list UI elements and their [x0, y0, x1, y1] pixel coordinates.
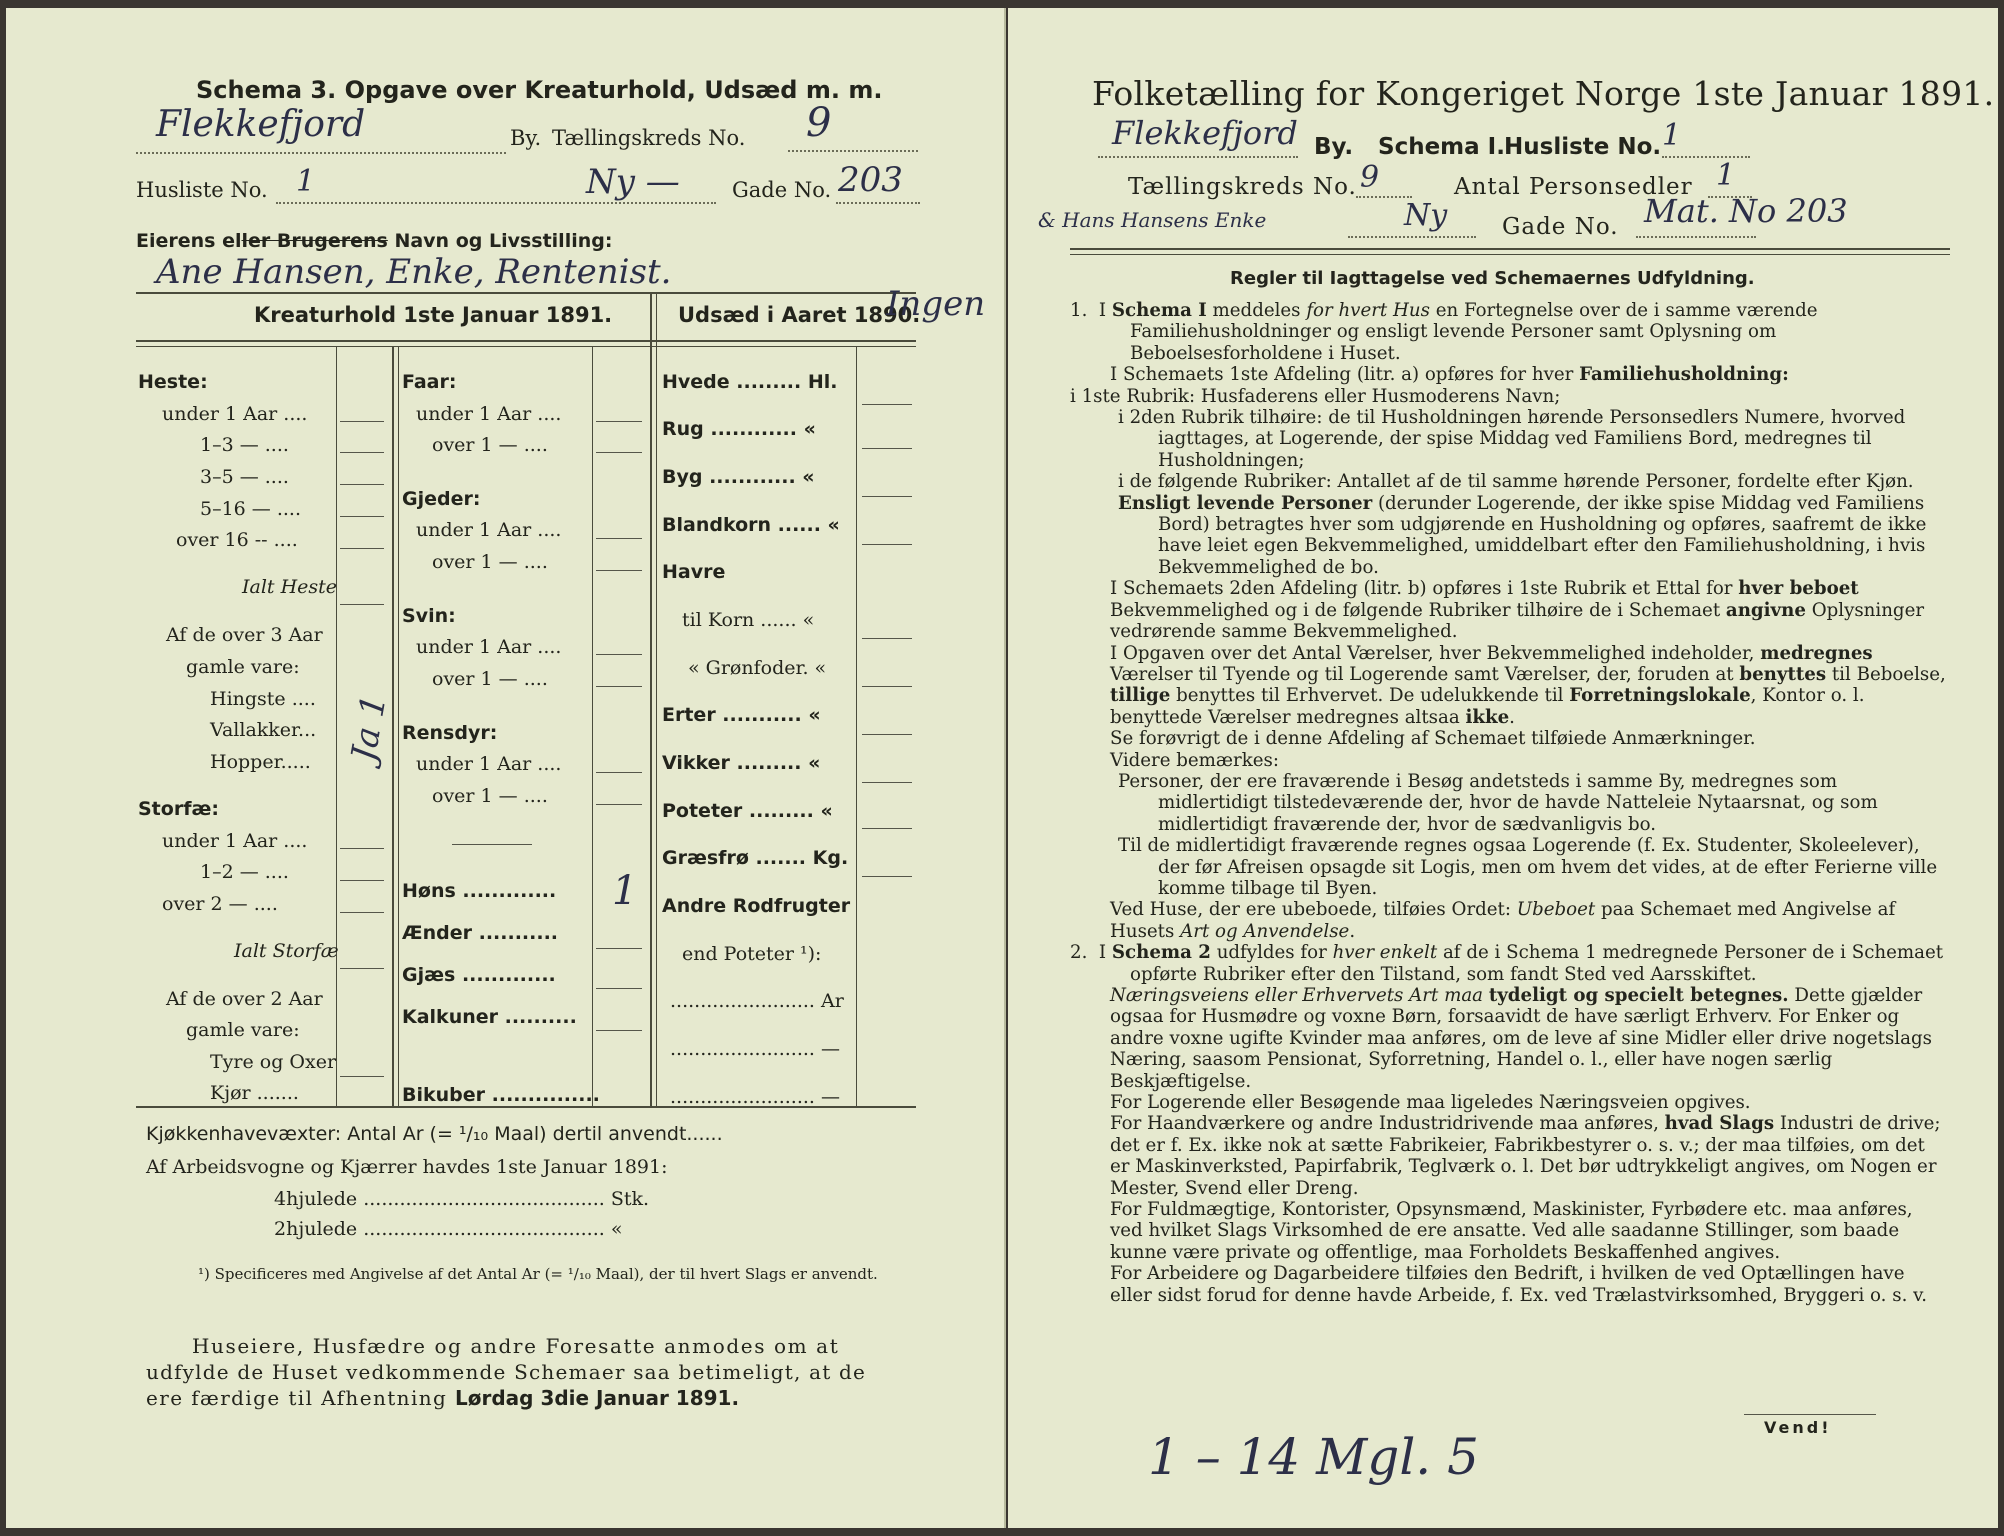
value-line [340, 484, 384, 485]
value-line [596, 570, 642, 571]
table-header-rule [136, 340, 916, 342]
value-line [596, 988, 642, 989]
col2-row: Faar: [402, 371, 457, 393]
col-divider-1 [392, 346, 394, 1106]
col1-row: Hingste .... [210, 688, 316, 710]
col2-row: under 1 Aar .... [416, 753, 562, 775]
bottom-handwriting: 1 – 14 Mgl. 5 [1148, 1428, 1479, 1486]
tohjul-line: 2hjulede ........................................ « [274, 1218, 623, 1240]
udsaed-heading: Udsæd i Aaret 1890. [678, 303, 921, 327]
col2-row: Bikuber ............... [402, 1084, 600, 1106]
schema-label: Schema I. [1378, 134, 1505, 160]
col-divider-3 [650, 294, 652, 1106]
col2-row: over 1 — .... [432, 434, 548, 456]
kreds-label: Tællingskreds No. [552, 126, 746, 150]
city-handwriting: Flekkefjord [156, 104, 366, 145]
rule-thin [1070, 254, 1950, 255]
col1-row: Hopper..... [210, 751, 311, 773]
col2-row: Rensdyr: [402, 722, 498, 744]
value-line [596, 452, 642, 453]
owner-handwriting: Ane Hansen, Enke, Rentenist. [156, 252, 672, 292]
kreatur-heading: Kreaturhold 1ste Januar 1891. [254, 303, 613, 327]
vend-rule [1744, 1414, 1876, 1415]
col1-row: 3–5 — .... [200, 466, 289, 488]
kreds-handwriting: 9 [806, 100, 832, 146]
vend-label: Vend! [1764, 1418, 1832, 1437]
col1-row: over 16 -- .... [176, 529, 298, 551]
value-line [862, 448, 912, 449]
owner-label-struck: ler Brugerens [241, 230, 388, 252]
value-line [340, 1076, 384, 1077]
col1-row: Heste: [138, 371, 208, 393]
right-title: Folketælling for Kongeriget Norge 1ste Januar 1891. [1092, 74, 1995, 113]
kreds-label: Tællingskreds No. [1128, 174, 1357, 200]
value-col-3 [856, 346, 857, 1106]
value-line [862, 404, 912, 405]
firehjul-line: 4hjulede ........................................ Stk. [274, 1188, 650, 1210]
rensdyr-separator [452, 844, 532, 845]
street-handwriting: Ny [1404, 198, 1448, 233]
col3-row: end Poteter ¹): [682, 943, 822, 965]
col1-row: 1–2 — .... [200, 861, 289, 883]
husliste-handwriting: 1 [296, 164, 316, 199]
value-line [862, 496, 912, 497]
col3-row: Andre Rodfrugter [662, 895, 851, 917]
owner-label-a: Eierens el [136, 230, 242, 252]
value-line [596, 421, 642, 422]
by-label: By. [1314, 134, 1354, 160]
col2-row: Ænder ........... [402, 922, 559, 944]
col1-row: Ialt Storfæ [234, 940, 339, 962]
value-line [596, 772, 642, 773]
value-line [862, 686, 912, 687]
value-line [862, 734, 912, 735]
right-page [1008, 8, 1998, 1528]
value-line [862, 828, 912, 829]
table-top-rule [136, 292, 916, 294]
value-col-1 [336, 346, 337, 1106]
value-line [340, 880, 384, 881]
value-line [862, 782, 912, 783]
value-line [340, 912, 384, 913]
col2-row: Svin: [402, 605, 456, 627]
table-header-rule-2 [136, 346, 916, 347]
by-label: By. [510, 126, 542, 150]
value-line [862, 876, 912, 877]
value-line [596, 654, 642, 655]
husliste-handwriting: 1 [1662, 118, 1682, 153]
col3-row: Vikker ......... « [662, 752, 821, 774]
kreds-handwriting: 9 [1360, 160, 1380, 195]
col3-row: Havre [662, 561, 726, 583]
left-title: Schema 3. Opgave over Kreaturhold, Udsæd m. m. [196, 76, 883, 104]
col3-row: ........................ — [670, 1038, 840, 1060]
hons-handwriting: 1 [612, 868, 638, 914]
col1-row: Af de over 3 Aar [166, 624, 323, 646]
col3-row: Erter ........... « [662, 704, 821, 726]
kjokken-line [146, 1123, 723, 1145]
rules-text: 1. I Schema I meddeles for hvert Hus en Fortegnelse over de i samme værende Familiehusholdninger og ensligt levende Personer samt Oplysning om Beboelsesforholdene i Huset. I Schemaets 1ste Afdeling (litr. a) opføres for hver Familiehusholdning: i 1ste Rubrik: Husfaderens eller Husmoderens Navn; i 2den Rubrik tilhøire: de til Husholdningen hørende Personsedlers Numere, hvorved iagttages, at Logerende, der spise Middag ved Familiens Bord, medregnes til Husholdningen; i de følgende Rubriker: Antallet af de til samme hørende Personer, fordelte efter Kjøn. Ensligt levende Personer (derunder Logerende, der ikke spise Middag ved Familiens Bord) betragtes hver som udgjørende en Husholdning og opføres, saafremt de ikke have leiet egen Bekvemmelighed, umiddelbart efter den Familiehusholdning, i hvis Bekvemmelighed de bo. I Schemaets 2den Afdeling (litr. b) opføres i 1ste Rubrik et Ettal for hver beboet Bekvemmelighed og i de følgende Rubriker tilhøire de i Schemaet angivne Oplysninger vedrørende samme Bekvemmelighed. I Opgaven over det Antal Værelser, hver Bekvemmelighed indeholder, medregnes Værelser til Tyende og til Logerende samt Værelser, der, foruden at benyttes til Beboelse, tillige benyttes til Erhvervet. De udelukkende til Forretningslokale, Kontor o. l. benyttede Værelser medregnes altsaa ikke. Se forøvrigt de i denne Afdeling af Schemaet tilføiede Anmærkninger. Videre bemærkes: Personer, der ere fraværende i Besøg andetsteds i samme By, medregnes som midlertidigt tilstedeværende der, hvor de havde Natteleie Nytaarsnat, og som midlertidigt fraværende der, hvor de sædvanligvis bo. Til de midlertidigt fraværende regnes ogsaa Logerende (f. Ex. Studenter, Skoleelever), der før Afreisen opsagde sit Logis, men om hvem det vides, at de efter Ferierne ville komme tilbage til Byen. Ved Huse, der ere ubeboede, tilføies Ordet: Ubeboet paa Schemaet med Angivelse af Husets Art og Anvendelse. 2. I Schema 2 udfyldes for hver enkelt af de i Schema 1 medregnede Personer de i Schemaet opførte Rubriker efter den Tilstand, som fandt Sted ved Aarsskiftet. Næringsveiens eller Erhvervets Art maa tydeligt og specielt betegnes. Dette gjælder ogsaa for Husmødre og voxne Børn, forsaavidt de have særligt Erhverv. For Enker og andre voxne ugifte Kvinder maa anføres, om de leve af sine Midler eller drive nogetslags Næring, saasom Pensionat, Syforretning, Handel o. l., eller have nogen særlig Beskjæftigelse. For Logerende eller Besøgende maa ligeledes Næringsveien opgives. For Haandværkere og andre Industridrivende maa anføres, hvad Slags Industri de drive; det er f. Ex. ikke nok at sætte Fabrikeier, Fabrikbestyrer o. s. v.; der maa tilføies, om det er Maskinverksted, Papirfabrik, Teglværk o. l. Det bør udtrykkeligt angives, om Nogen er Mester, Svend eller Dreng. For Fuldmægtige, Kontorister, Opsynsmænd, Maskinister, Fyrbødere etc. maa anføres, ved hvilket Slags Virksomhed de ere ansatte. Ved alle saadanne Stillinger, som baade kunne være private og offentlige, maa Forholdets Beskaffenhed angives. For Arbeidere og Dagarbeidere tilføies den Bedrift, i hvilken de ved Optællingen have eller sidst forud for denne havde Arbeide, f. Ex. ved Trælastvirksomhed, Bryggeri o. s. v. [1070, 300, 1946, 1306]
city-handwriting: Flekkefjord [1112, 114, 1298, 152]
gade-handwriting: 203 [838, 160, 903, 200]
col1-row: Tyre og Oxer [210, 1051, 337, 1073]
hopper-handwriting: Ja 1 [343, 691, 395, 765]
husliste-label: Husliste No. [1504, 134, 1662, 160]
col1-row: Storfæ: [138, 798, 219, 820]
col2-row: under 1 Aar .... [416, 636, 562, 658]
col2-row: Kalkuner .......... [402, 1006, 577, 1028]
closing-bold: Lørdag 3die Januar 1891. [455, 1386, 740, 1410]
col3-row: Rug ............ « [662, 418, 816, 440]
col1-row: 1–3 — .... [200, 434, 289, 456]
value-line [340, 604, 384, 605]
col1-row: under 1 Aar .... [162, 403, 308, 425]
col2-row: under 1 Aar .... [416, 519, 562, 541]
husliste-label: Husliste No. [136, 178, 268, 202]
owner-label-b: Navn og Livsstilling: [387, 230, 613, 252]
value-line [862, 638, 912, 639]
value-line [596, 1030, 642, 1031]
col2-row: Gjeder: [402, 488, 481, 510]
col3-row: Græsfrø ....... Kg. [662, 847, 849, 869]
udsaed-handwriting: Ingen [886, 284, 986, 324]
col3-row: til Korn ...... « [682, 609, 815, 631]
gade-handwriting: Mat. No 203 [1644, 192, 1848, 230]
value-line [340, 516, 384, 517]
col2-row: under 1 Aar .... [416, 403, 562, 425]
col-divider-4 [656, 294, 657, 1106]
col1-row: Kjør ....... [210, 1082, 299, 1104]
value-line [340, 848, 384, 849]
col2-row: Høns ............. [402, 880, 557, 902]
col2-row: over 1 — .... [432, 668, 548, 690]
col1-row: gamle vare: [186, 1019, 300, 1041]
col1-row: 5–16 — .... [200, 498, 302, 520]
value-line [596, 948, 642, 949]
col3-row: ........................ — [670, 1086, 840, 1108]
value-line [340, 548, 384, 549]
rule-thick [1070, 248, 1950, 250]
col1-row: gamle vare: [186, 656, 300, 678]
value-line [340, 452, 384, 453]
col3-row: « Grønfoder. « [688, 657, 827, 679]
col3-row: Byg ............ « [662, 466, 815, 488]
rules-heading: Regler til Iagttagelse ved Schemaernes Udfyldning. [1230, 268, 1755, 289]
col1-row: under 1 Aar .... [162, 830, 308, 852]
arbeids-line: Af Arbeidsvogne og Kjærrer havdes 1ste Januar 1891: [146, 1156, 668, 1178]
col1-row: Vallakker... [210, 719, 317, 741]
col2-row: Gjæs ............. [402, 964, 556, 986]
closing-3-line [146, 1386, 739, 1410]
left-page [6, 8, 1006, 1528]
closing-3: ere færdige til Afhentning [146, 1386, 448, 1410]
antal-label: Antal Personsedler [1454, 174, 1693, 200]
closing-1: Huseiere, Husfædre og andre Foresatte anmodes om at [192, 1334, 840, 1358]
col1-row: Af de over 2 Aar [166, 988, 323, 1010]
antal-handwriting: 1 [1716, 158, 1736, 193]
footnote [198, 1264, 916, 1284]
col2-row: over 1 — .... [432, 551, 548, 573]
street-handwriting: Ny — [586, 162, 680, 202]
value-line [596, 804, 642, 805]
col3-row: ........................ Ar [670, 990, 844, 1012]
owner-handwriting: & Hans Hansens Enke [1038, 208, 1267, 232]
col3-row: Blandkorn ...... « [662, 514, 840, 536]
gade-label: Gade No. [732, 178, 832, 202]
gade-label: Gade No. [1502, 214, 1619, 240]
closing-2: udfylde de Huset vedkommende Schemaer saa betimeligt, at de [146, 1360, 867, 1384]
footnote-text: ¹) Specificeres med Angivelse af det Antal Ar (= ¹/₁₀ Maal), der til hvert Slags er anvendt. [198, 1265, 878, 1283]
col-divider-2 [398, 346, 399, 1106]
col2-row: over 1 — .... [432, 785, 548, 807]
value-line [862, 544, 912, 545]
col1-row: Ialt Heste [242, 576, 338, 598]
value-line [596, 686, 642, 687]
value-col-2 [592, 346, 593, 1106]
kjokken-text: Kjøkkenhavevæxter: Antal Ar (= ¹/₁₀ Maal) dertil anvendt...... [146, 1123, 723, 1145]
col3-row: Poteter ......... « [662, 800, 833, 822]
owner-label [136, 230, 612, 252]
value-line [596, 538, 642, 539]
value-line [340, 968, 384, 969]
value-line [340, 421, 384, 422]
col1-row: over 2 — .... [162, 893, 278, 915]
col3-row: Hvede ......... Hl. [662, 371, 838, 393]
